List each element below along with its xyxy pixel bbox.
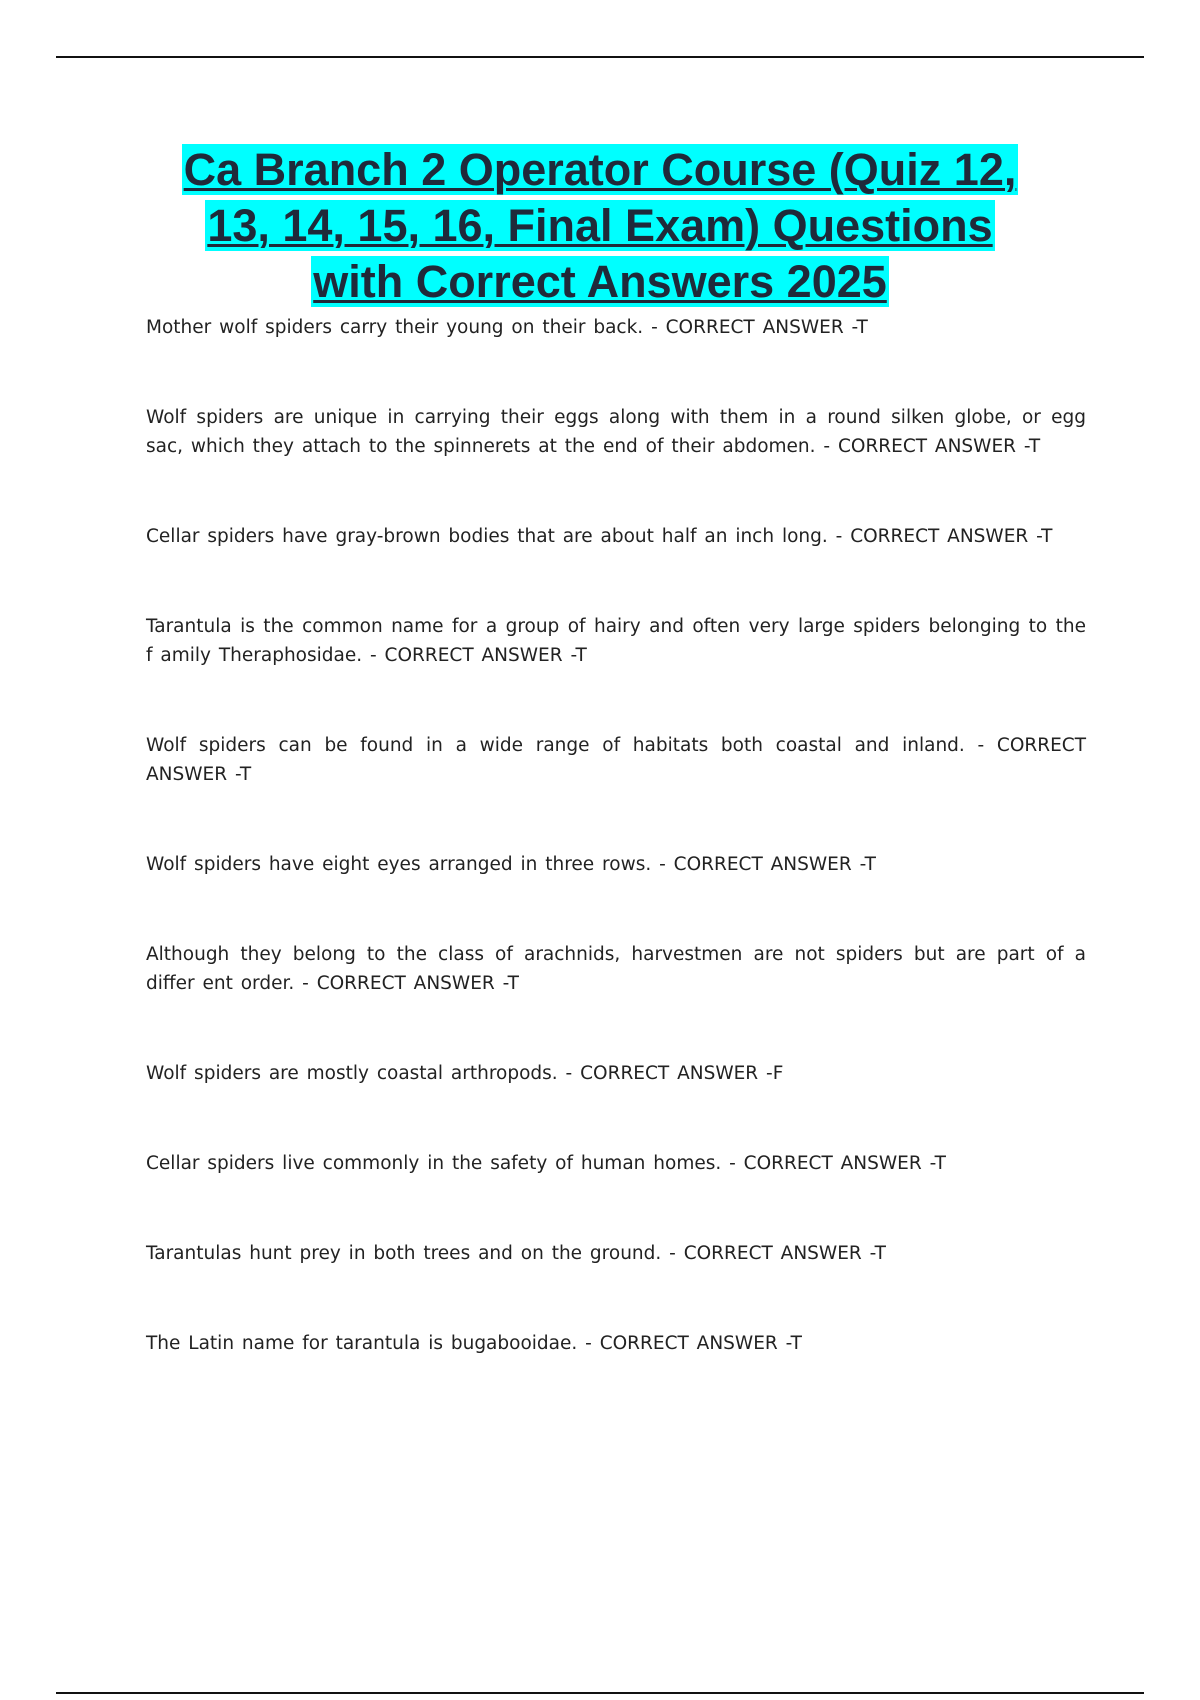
question-answer-item: Wolf spiders are mostly coastal arthropods. - CORRECT ANSWER -F <box>146 1063 784 1084</box>
title-line-3: with Correct Answers 2025 <box>313 256 887 307</box>
question-answer-list <box>146 313 1086 1358</box>
title-line-1: Ca Branch 2 Operator Course (Quiz 12, <box>183 144 1017 195</box>
question-answer-item: The Latin name for tarantula is bugabooidae. - CORRECT ANSWER -T <box>146 1333 802 1354</box>
question-answer-item: Cellar spiders have gray-brown bodies that are about half an inch long. - CORRECT ANSWER -T <box>146 526 1053 547</box>
question-answer-item: Tarantula is the common name for a group of hairy and often very large spiders belonging to the f amily Theraphosidae. - CORRECT ANSWER -T <box>146 616 1086 666</box>
question-answer-item: Wolf spiders have eight eyes arranged in three rows. - CORRECT ANSWER -T <box>146 854 876 875</box>
question-answer-item: Although they belong to the class of arachnids, harvestmen are not spiders but are part of a differ ent order. - CORRECT ANSWER -T <box>146 944 1086 994</box>
title-line-2: 13, 14, 15, 16, Final Exam) Questions <box>207 200 993 251</box>
document-title <box>100 142 1100 310</box>
header-rule <box>56 56 1144 58</box>
question-answer-item: Wolf spiders are unique in carrying their eggs along with them in a round silken globe, or egg sac, which they attach to the spinnerets at the end of their abdomen. - CORRECT ANSWER -T <box>146 407 1086 457</box>
footer-rule <box>56 1692 1144 1694</box>
question-answer-item: Wolf spiders can be found in a wide range of habitats both coastal and inland. - CORRECT ANSWER -T <box>146 735 1086 785</box>
question-answer-item: Tarantulas hunt prey in both trees and on the ground. - CORRECT ANSWER -T <box>146 1243 886 1264</box>
question-answer-item: Mother wolf spiders carry their young on their back. - CORRECT ANSWER -T <box>146 317 868 338</box>
question-answer-item: Cellar spiders live commonly in the safety of human homes. - CORRECT ANSWER -T <box>146 1153 946 1174</box>
